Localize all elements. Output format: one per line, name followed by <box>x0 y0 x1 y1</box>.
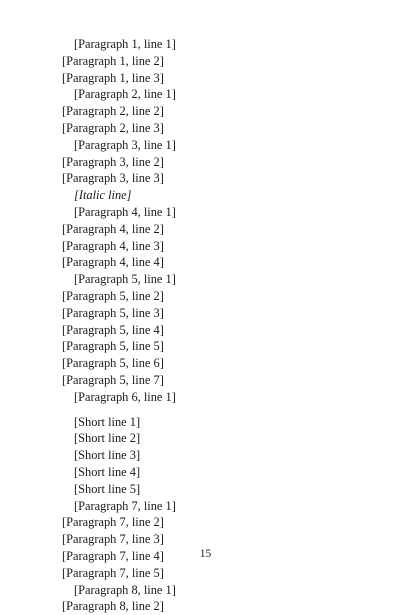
text-line: [Paragraph 6, line 1] <box>74 389 176 404</box>
text-line: [Paragraph 2, line 1] <box>74 87 176 102</box>
text-line: [Paragraph 2, line 2] <box>62 104 164 119</box>
short-line: [Short line 1] <box>74 414 141 429</box>
short-line: [Short line 3] <box>74 448 141 463</box>
text-line: [Paragraph 3, line 2] <box>62 154 164 169</box>
text-line: [Paragraph 5, line 1] <box>74 272 176 287</box>
short-line: [Short line 5] <box>74 481 141 496</box>
text-line: [Paragraph 4, line 1] <box>74 204 176 219</box>
short-line: [Short line 2] <box>74 431 141 446</box>
text-line: [Paragraph 1, line 1] <box>74 37 176 51</box>
text-line: [Paragraph 5, line 3] <box>62 305 164 320</box>
text-line: [Paragraph 1, line 2] <box>62 53 164 68</box>
text-line: [Paragraph 5, line 5] <box>62 339 164 354</box>
text-line: [Paragraph 1, line 3] <box>62 70 164 85</box>
text-line: [Paragraph 7, line 2] <box>62 515 164 530</box>
text-line: [Paragraph 4, line 3] <box>62 238 164 253</box>
text-line: [Paragraph 5, line 7] <box>62 372 164 387</box>
body-text <box>62 36 347 615</box>
text-line: [Paragraph 8, line 2] <box>62 599 164 614</box>
italic-line: [Italic line] <box>74 188 132 203</box>
text-line: [Paragraph 3, line 1] <box>74 137 176 152</box>
text-line: [Paragraph 5, line 4] <box>62 322 164 337</box>
text-line: [Paragraph 7, line 4] <box>62 548 164 563</box>
text-line: [Paragraph 2, line 3] <box>62 120 164 135</box>
text-line: [Paragraph 3, line 3] <box>62 171 164 186</box>
text-line: [Paragraph 7, line 5] <box>62 565 164 580</box>
page-number: 15 <box>199 548 212 560</box>
text-line: [Paragraph 4, line 4] <box>62 255 164 270</box>
text-line: [Paragraph 5, line 2] <box>62 288 164 303</box>
text-line: [Paragraph 7, line 1] <box>74 498 176 513</box>
text-line: [Paragraph 4, line 2] <box>62 221 164 236</box>
short-line: [Short line 4] <box>74 464 141 479</box>
text-line: [Paragraph 7, line 3] <box>62 532 164 547</box>
text-line: [Paragraph 5, line 6] <box>62 356 164 371</box>
text-line: [Paragraph 8, line 1] <box>74 582 176 597</box>
